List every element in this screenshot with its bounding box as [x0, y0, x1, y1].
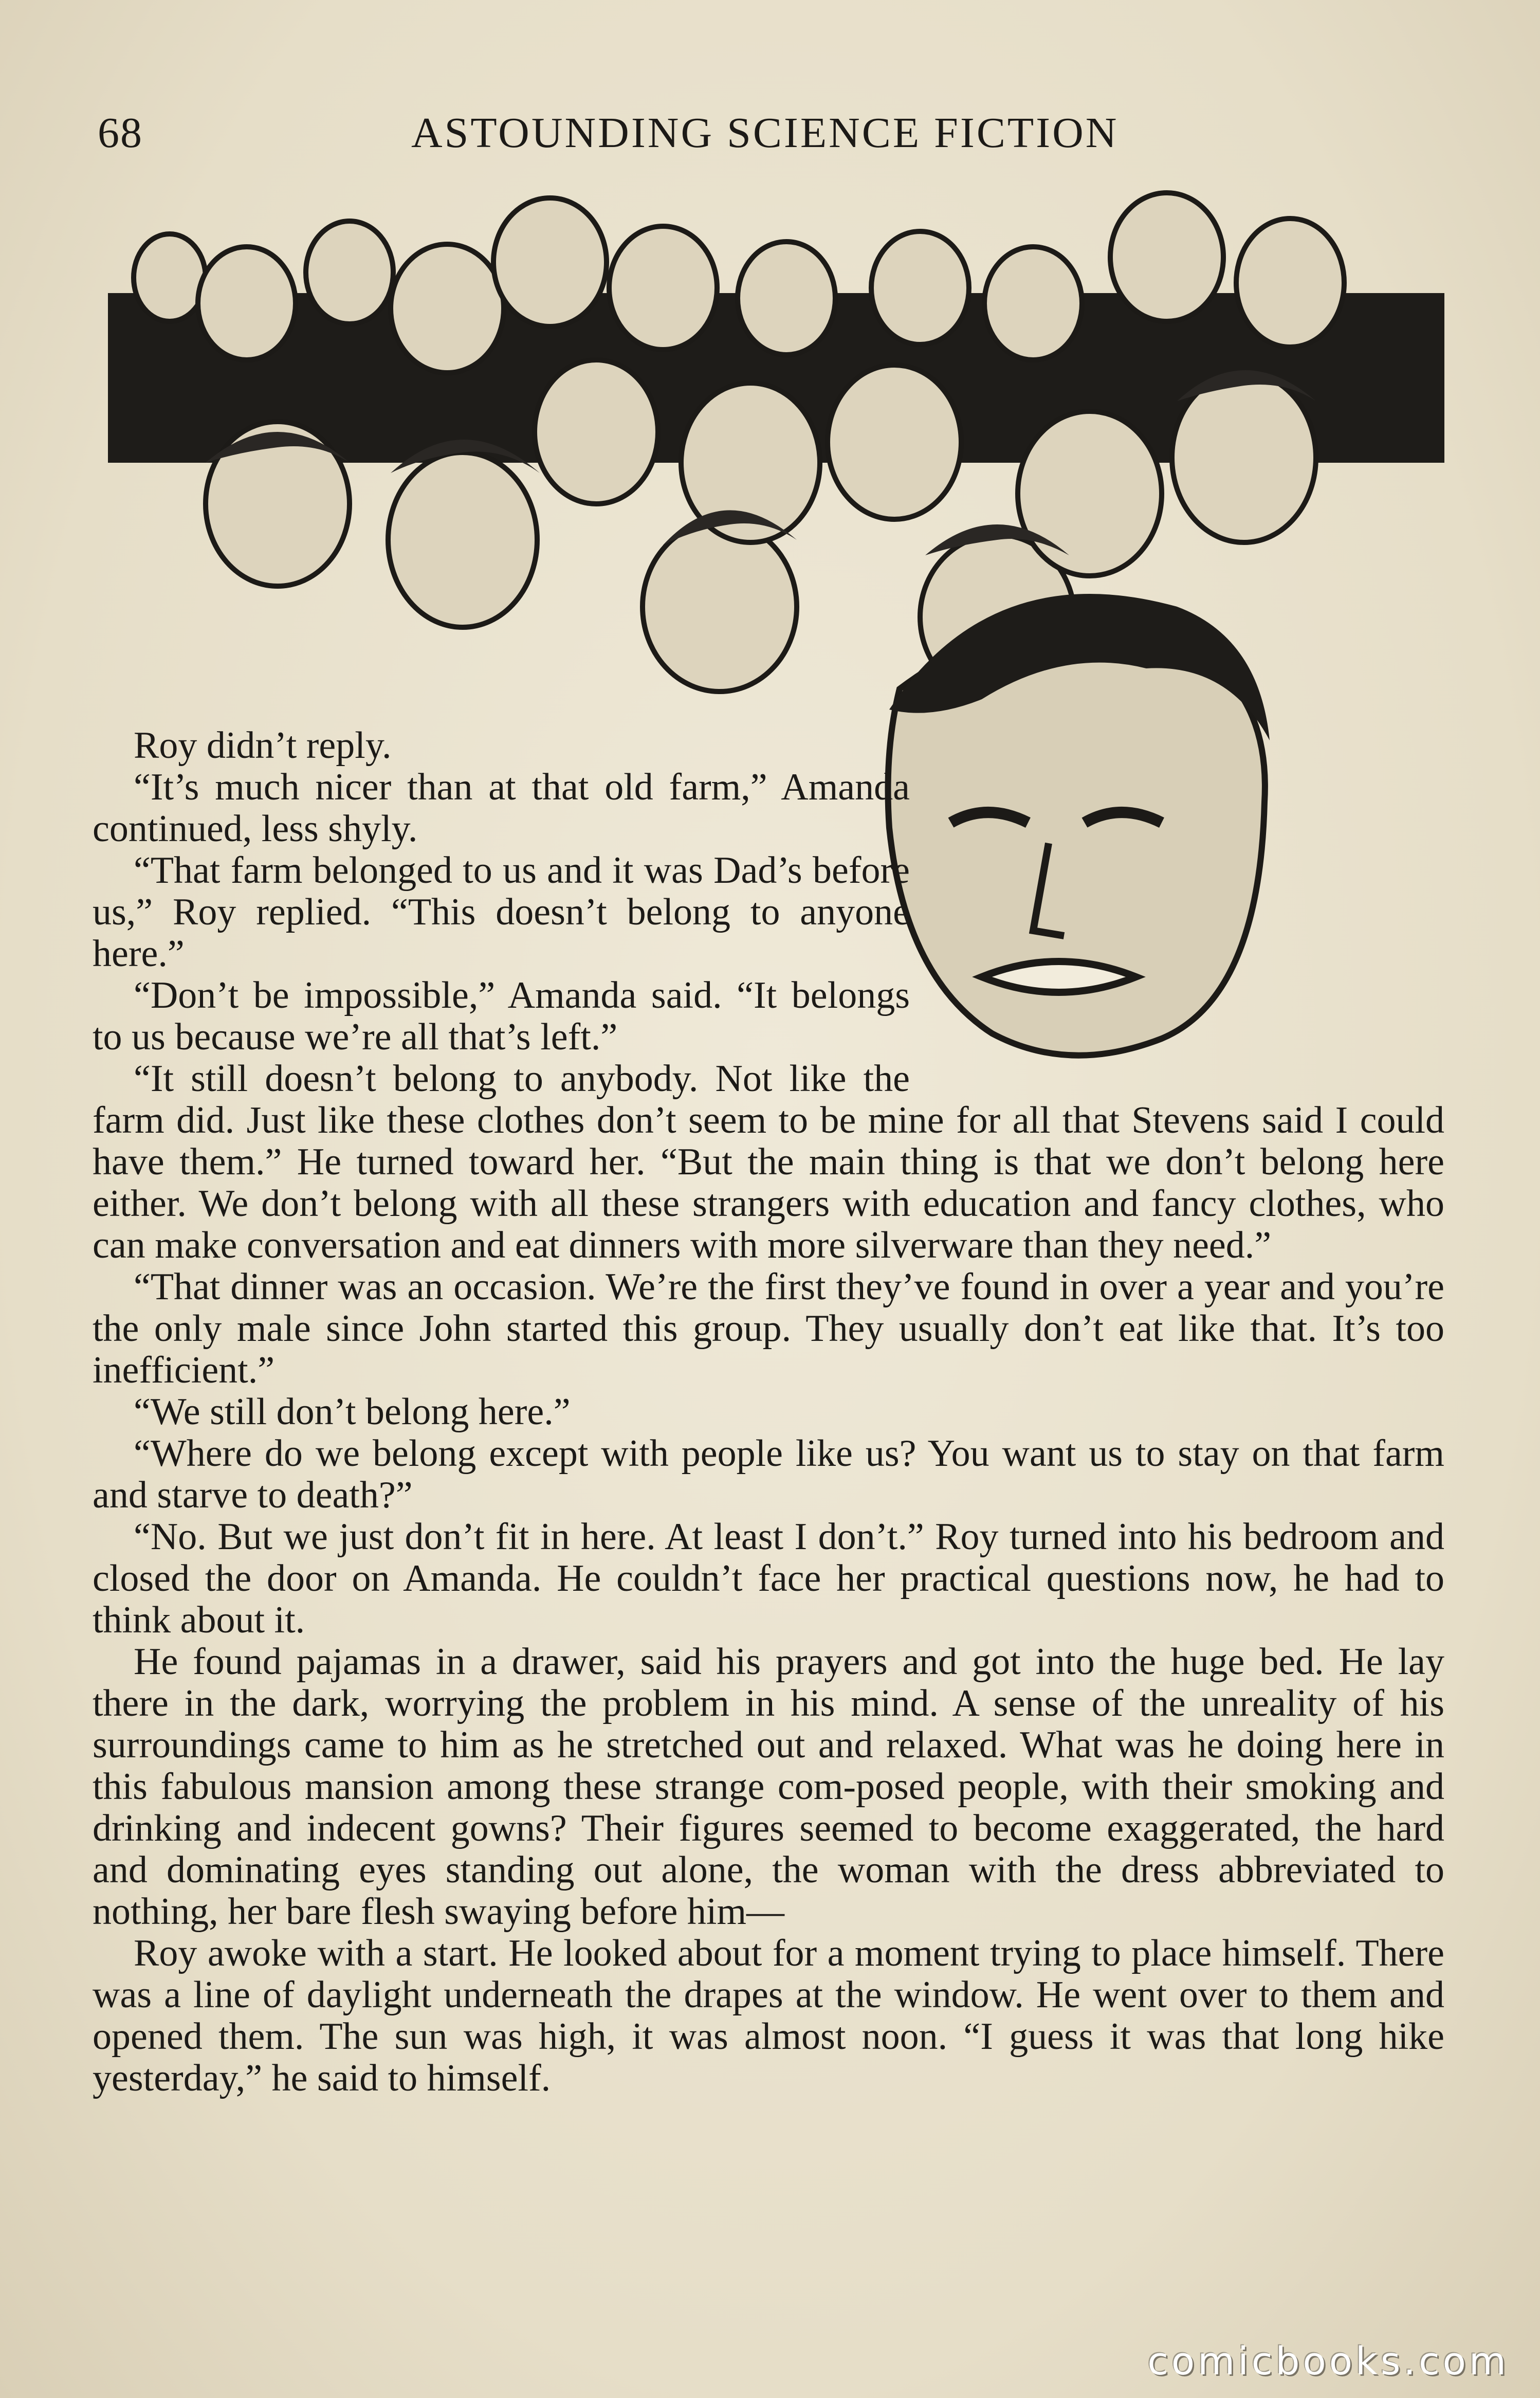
site-watermark: comicbooks.com [1147, 2339, 1509, 2384]
page-number: 68 [98, 109, 143, 157]
paragraph: “That dinner was an occasion. We’re the first they’ve found in over a year and you’re the only male since John started this group. They usually don’t eat like that. It’s too inefficient.” [93, 1266, 1444, 1391]
page-header [0, 108, 1540, 175]
paragraph: “No. But we just don’t fit in here. At least I don’t.” Roy turned into his bedroom and closed the door on Amanda. He couldn’t face her practical questions now, he had to think about it. [93, 1516, 1444, 1641]
paragraph: “It’s much nicer than at that old farm,” Amanda continued, less shyly. [93, 766, 910, 850]
paragraph: “Where do we belong except with people like us? You want us to stay on that farm and starve to death?” [93, 1432, 1444, 1516]
illustration-wrap-space [930, 725, 1444, 1075]
paragraph: He found pajamas in a drawer, said his prayers and got into the huge bed. He lay there in the dark, worrying the problem in his mind. A sense of the unreality of his surroundings came to him as he stretched out and relaxed. What was he doing here in this fabulous mansion among these strange com-posed people, with their smoking and drinking and indecent gowns? Their figures seemed to become exaggerated, the hard and dominating eyes standing out alone, the woman with the dress abbreviated to nothing, her bare flesh swaying before him— [93, 1641, 1444, 1933]
paragraph: “It still doesn’t belong to anybody. Not like the farm did. Just like these clothes don’t seem to be mine for all that Stevens said I could have them.” He turned toward her. “But the main thing is that we don’t belong here either. We don’t belong with all these strangers with education and fancy clothes, who can make conversation and eat dinners with more silverware than they need.” [93, 1058, 1444, 1266]
story-body-text [93, 725, 1444, 2099]
paragraph: Roy awoke with a start. He looked about for a moment trying to place himself. There was a line of daylight underneath the drapes at the window. He went over to them and opened them. The sun was high, it was almost noon. “I guess it was that long hike yesterday,” he said to himself. [93, 1932, 1444, 2099]
paragraph: “That farm belonged to us and it was Dad’s before us,” Roy replied. “This doesn’t belong to anyone here.” [93, 849, 910, 975]
running-head: ASTOUNDING SCIENCE FICTION [411, 109, 1119, 157]
paragraph: “Don’t be impossible,” Amanda said. “It belongs to us because we’re all that’s left.” [93, 974, 910, 1058]
paragraph: “We still don’t belong here.” [134, 1391, 571, 1433]
paragraph: Roy didn’t reply. [134, 724, 392, 767]
